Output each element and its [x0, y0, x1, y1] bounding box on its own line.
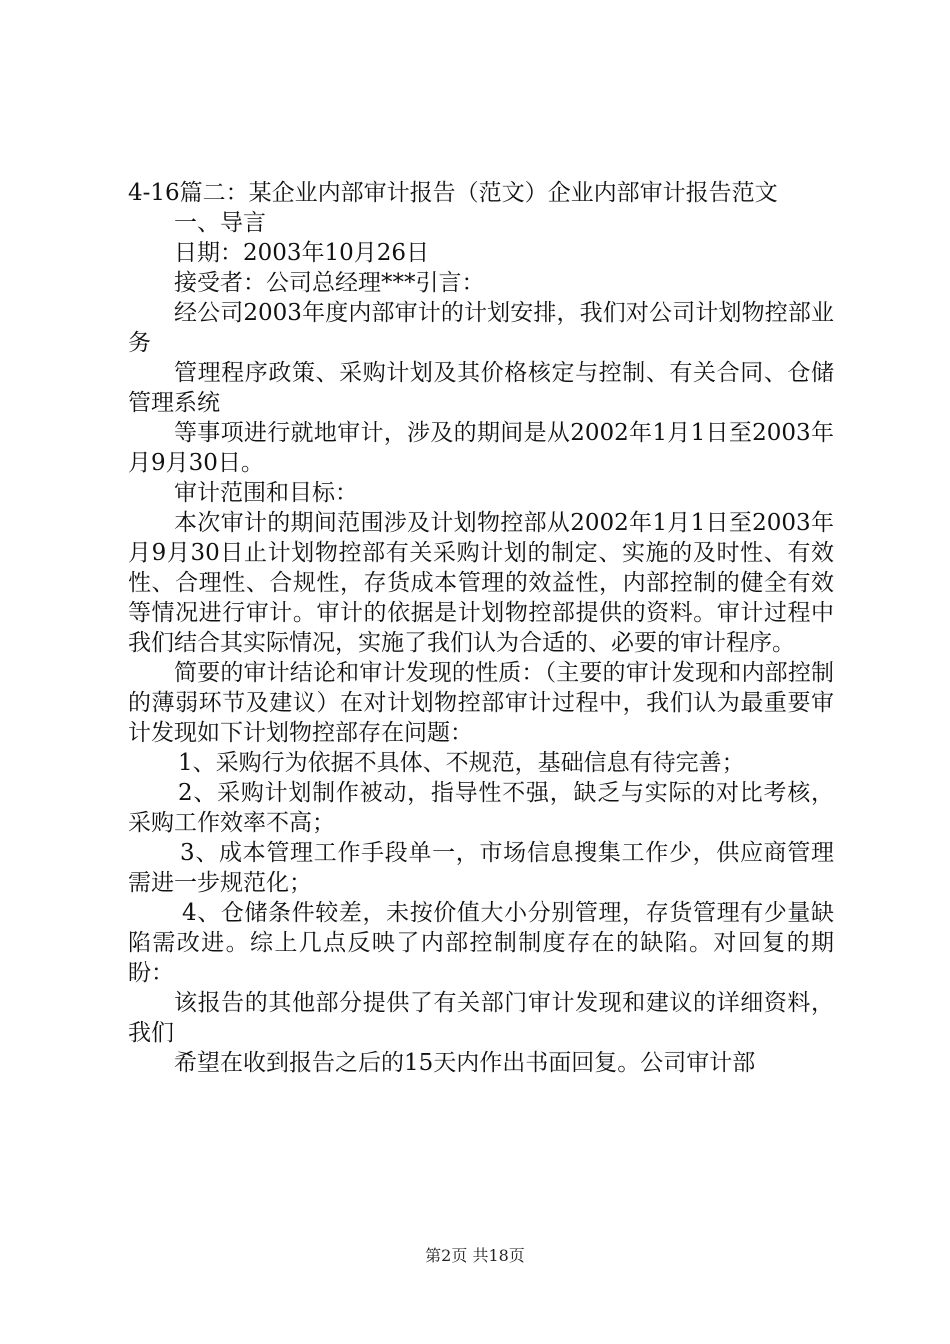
paragraph: 经公司2003年度内部审计的计划安排，我们对公司计划物控部业务	[128, 300, 834, 356]
list-item: 3、成本管理工作手段单一，市场信息搜集工作少，供应商管理需进一步规范化；	[128, 840, 834, 896]
paragraph: 该报告的其他部分提供了有关部门审计发现和建议的详细资料，我们	[128, 990, 834, 1046]
paragraph: 本次审计的期间范围涉及计划物控部从2002年1月1日至2003年月9月30日止计划物控部有关采购计划的制定、实施的及时性、有效性、合理性、合规性，存货成本管理的效益性，内部控制的健全有效等情况进行审计。审计的依据是计划物控部提供的资料。审计过程中我们结合其实际情况，实施了我们认为合适的、必要的审计程序。	[128, 510, 834, 656]
list-item: 4、仓储条件较差，未按价值大小分别管理，存货管理有少量缺陷需改进。综上几点反映了内部控制制度存在的缺陷。对回复的期盼：	[128, 900, 834, 986]
list-item: 1、采购行为依据不具体、不规范，基础信息有待完善；	[178, 750, 745, 776]
paragraph: 管理程序政策、采购计划及其价格核定与控制、有关合同、仓储管理系统	[128, 360, 834, 416]
paragraph: 简要的审计结论和审计发现的性质：（主要的审计发现和内部控制的薄弱环节及建议）在对计划物控部审计过程中，我们认为最重要审计发现如下计划物控部存在问题：	[128, 660, 834, 746]
paragraph: 4-16篇二：某企业内部审计报告（范文）企业内部审计报告范文	[128, 180, 778, 206]
paragraph: 等事项进行就地审计，涉及的期间是从2002年1月1日至2003年月9月30日。	[128, 420, 834, 476]
paragraph: 希望在收到报告之后的15天内作出书面回复。公司审计部	[174, 1050, 756, 1076]
paragraph: 审计范围和目标：	[174, 480, 358, 506]
page-number-footer: 第2页 共18页	[425, 1246, 525, 1265]
paragraph: 日期：2003年10月26日	[174, 240, 430, 266]
paragraph: 一、导言	[174, 210, 266, 236]
document-body	[128, 178, 834, 1078]
list-item: 2、采购计划制作被动，指导性不强，缺乏与实际的对比考核，采购工作效率不高；	[128, 780, 834, 836]
paragraph: 接受者：公司总经理***引言：	[174, 270, 485, 296]
